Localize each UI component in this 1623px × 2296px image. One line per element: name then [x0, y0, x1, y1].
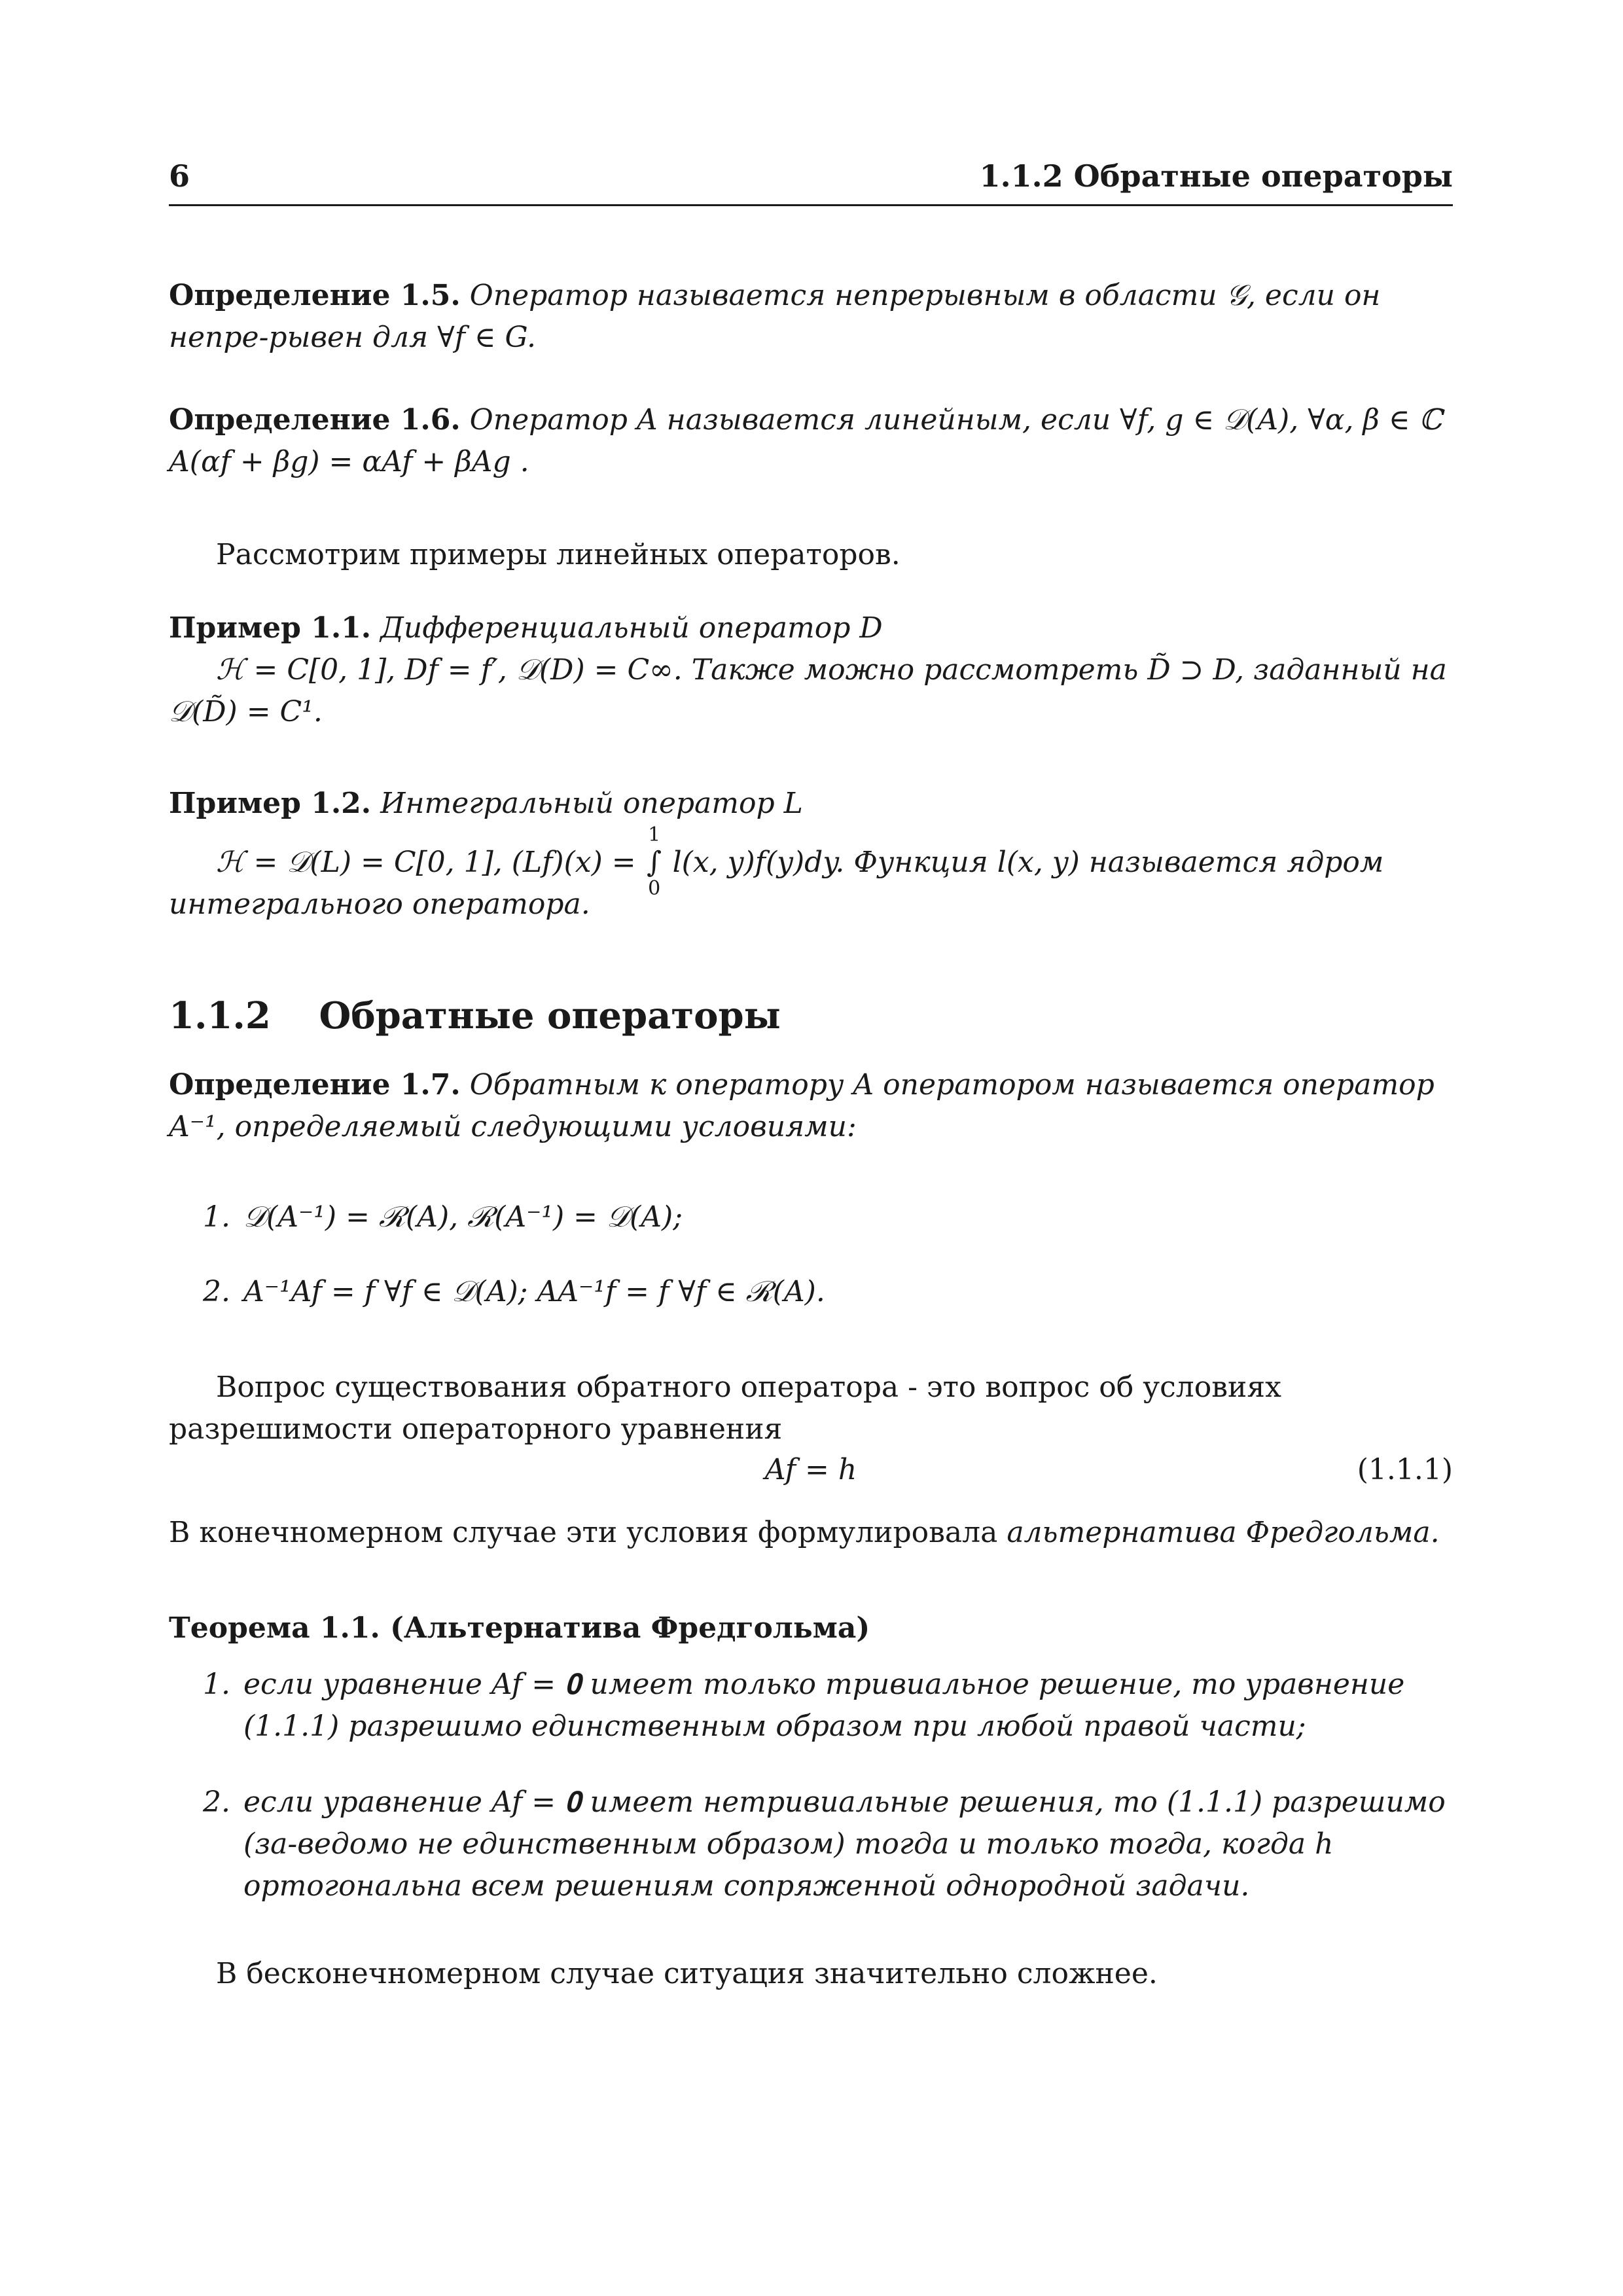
- definition-text: Оператор называется непрерывным в области 𝒢, если он непре-рывен для ∀f ∈ G.: [169, 279, 1381, 354]
- examples-intro: Рассмотрим примеры линейных операторов.: [216, 538, 901, 571]
- example-1-2: [169, 783, 1453, 825]
- page-header: [169, 158, 1453, 206]
- integral-formula-right: l(x, y)f(y)dy.: [672, 846, 845, 879]
- definition-item-1: [203, 1196, 1453, 1238]
- example-text: Функция l(x, y) называется ядром интегрального оператора.: [169, 846, 1384, 921]
- example-label: Пример 1.2.: [169, 787, 372, 820]
- item-text: если уравнение Af = 𝟎 имеет нетривиальные решения, то (1.1.1) разрешимо (за-ведомо не единственным образом) тогда и только тогда, когда h ортогональна всем решениям сопряженной однородной задачи.: [243, 1785, 1446, 1903]
- section-number: 1.1.2: [169, 994, 271, 1037]
- definition-text: Оператор A называется линейным, если ∀f, g ∈ 𝒟(A), ∀α, β ∈ ℂ A(αf + βg) = αAf + βAg .: [169, 403, 1442, 478]
- definition-1-7: [169, 1064, 1453, 1148]
- item-number: 2.: [203, 1275, 230, 1308]
- running-title: 1.1.2 Обратные операторы: [979, 158, 1453, 194]
- integral-sign: [645, 823, 664, 900]
- item-number: 1.: [203, 1200, 230, 1234]
- section-heading: [169, 995, 1453, 1037]
- definition-label: Определение 1.5.: [169, 279, 461, 312]
- theorem-1-1-label: [169, 1607, 1453, 1649]
- theorem-item-1: [203, 1664, 1453, 1743]
- example-text: ℋ = C[0, 1], Df = f′, 𝒟(D) = C∞. Также можно рассмотреть D̃ ⊃ D, заданный на 𝒟(D̃) = C¹.: [169, 653, 1447, 728]
- existence-question: Вопрос существования обратного оператора - это вопрос об условиях разрешимости операторного уравнения: [169, 1371, 1281, 1446]
- finite-case-paragraph: [169, 1512, 1453, 1554]
- definition-1-6: [169, 399, 1453, 483]
- item-text: если уравнение Af = 𝟎 имеет только тривиальное решение, то уравнение (1.1.1) разрешимо единственным образом при любой правой части;: [243, 1668, 1405, 1743]
- item-number: 1.: [203, 1668, 230, 1701]
- item-text: 𝒟(A⁻¹) = ℛ(A), ℛ(A⁻¹) = 𝒟(A);: [243, 1200, 683, 1234]
- item-number: 2.: [203, 1785, 230, 1819]
- theorem-label: Теорема 1.1. (Альтернатива Фредгольма): [169, 1611, 870, 1645]
- page-number: 6: [169, 158, 190, 194]
- integral-lower-limit: 0: [648, 877, 661, 900]
- example-title: Интегральный оператор L: [380, 787, 803, 820]
- definition-label: Определение 1.7.: [169, 1068, 461, 1102]
- closing-remark: В бесконечномерном случае ситуация значительно сложнее.: [216, 1957, 1158, 1990]
- finite-case-text: В конечномерном случае эти условия формулировала: [169, 1516, 998, 1549]
- equation-tag: (1.1.1): [1357, 1453, 1453, 1486]
- example-1-1: [169, 607, 1453, 733]
- theorem-item-2: [203, 1782, 1453, 1903]
- finite-case-emphasis: альтернатива Фредгольма.: [1007, 1516, 1440, 1549]
- definition-1-5: [169, 275, 1453, 359]
- item-text: A⁻¹Af = f ∀f ∈ 𝒟(A); AA⁻¹f = f ∀f ∈ ℛ(A).: [243, 1275, 825, 1308]
- integral-formula-left: ℋ = 𝒟(L) = C[0, 1], (Lf)(x) =: [216, 846, 636, 879]
- equation-body: Af = h: [764, 1453, 857, 1486]
- example-label: Пример 1.1.: [169, 611, 372, 645]
- definition-label: Определение 1.6.: [169, 403, 461, 437]
- example-1-2-body: [169, 823, 1453, 925]
- example-title: Дифференциальный оператор D: [380, 611, 883, 645]
- definition-text: Обратным к оператору A оператором называется оператор A⁻¹, определяемый следующими условиями:: [169, 1068, 1435, 1143]
- integral-upper-limit: 1: [648, 823, 661, 846]
- integral-symbol: ∫: [647, 846, 662, 879]
- section-title: Обратные операторы: [319, 994, 781, 1037]
- definition-item-2: [203, 1271, 1453, 1313]
